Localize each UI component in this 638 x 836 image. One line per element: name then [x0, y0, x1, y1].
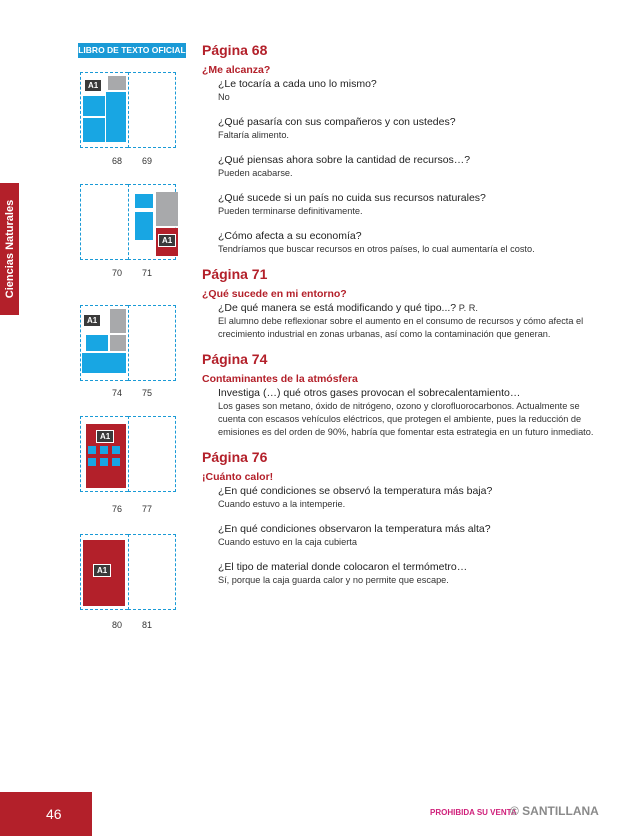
- thumb-page-right: [128, 416, 176, 492]
- thumb-block: [83, 118, 105, 142]
- thumb-block: [156, 192, 178, 226]
- page-number-right: 77: [142, 504, 153, 514]
- thumbnail-70-71[interactable]: [80, 184, 180, 260]
- page-number-right: 71: [142, 268, 153, 278]
- thumb-block: [82, 353, 126, 373]
- thumbnail-80-81[interactable]: [80, 534, 180, 610]
- thumb-page-right: [128, 72, 176, 148]
- thumb-block: [88, 446, 96, 454]
- thumb-page-right: [128, 305, 176, 381]
- answer: Faltaría alimento.: [218, 130, 289, 140]
- page-number-right: 75: [142, 388, 153, 398]
- answer: Pueden terminarse definitivamente.: [218, 206, 363, 216]
- section-title: Página 74: [202, 351, 268, 367]
- section-subtitle: ¡Cuánto calor!: [202, 471, 274, 483]
- answer: No: [218, 92, 230, 102]
- thumbnail-74-75[interactable]: [80, 305, 180, 381]
- page-number-right: 69: [142, 156, 153, 166]
- question: ¿En qué condiciones observaron la temperatura más alta?: [218, 523, 491, 535]
- question-text: ¿De qué manera se está modificando y qué tipo...?: [218, 302, 457, 314]
- thumb-block: [106, 92, 126, 142]
- thumb-block: [100, 458, 108, 466]
- question: ¿El tipo de material donde colocaron el termómetro…: [218, 561, 468, 573]
- thumb-block: [108, 76, 126, 90]
- thumb-page-left: [80, 184, 128, 260]
- a1-tag: A1: [158, 234, 176, 247]
- a1-tag: A1: [93, 564, 111, 577]
- a1-tag: A1: [96, 430, 114, 443]
- question: ¿Cómo afecta a su economía?: [218, 230, 362, 242]
- page-number-block: [0, 792, 92, 836]
- answer: Tendríamos que buscar recursos en otros países, lo cual aumentaría el costo.: [218, 244, 535, 254]
- not-for-sale-label: PROHIBIDA SU VENTA: [430, 808, 517, 817]
- thumb-block: [110, 309, 126, 333]
- answer: Cuando estuvo en la caja cubierta: [218, 537, 357, 547]
- section-title: Página 68: [202, 42, 268, 58]
- page-number-right: 81: [142, 620, 153, 630]
- thumbnail-76-77[interactable]: [80, 416, 180, 492]
- question: ¿En qué condiciones se observó la temperatura más baja?: [218, 485, 493, 497]
- a1-tag: A1: [84, 79, 102, 92]
- section-title: Página 76: [202, 449, 268, 465]
- answer-content: [202, 42, 602, 593]
- question: [218, 302, 602, 314]
- thumb-block: [88, 458, 96, 466]
- section-title: Página 71: [202, 266, 268, 282]
- question: Investiga (…) qué otros gases provocan el sobrecalentamiento…: [218, 387, 521, 399]
- page-number-left: 80: [112, 620, 123, 630]
- section-subtitle: ¿Me alcanza?: [202, 64, 271, 76]
- side-tab-label: Ciencias Naturales: [3, 199, 16, 299]
- section-subtitle: Contaminantes de la atmósfera: [202, 373, 358, 385]
- thumb-block: [135, 212, 153, 240]
- page-number-left: 76: [112, 504, 123, 514]
- page-number: 46: [46, 806, 62, 822]
- thumb-block: [83, 96, 105, 116]
- section-subtitle: ¿Qué sucede en mi entorno?: [202, 288, 347, 300]
- question: ¿Le tocaría a cada uno lo mismo?: [218, 78, 377, 90]
- thumb-block: [110, 335, 126, 351]
- page-number-left: 68: [112, 156, 123, 166]
- a1-tag: A1: [83, 314, 101, 327]
- thumb-block: [112, 458, 120, 466]
- side-tab: [0, 183, 19, 315]
- answer: El alumno debe reflexionar sobre el aumento en el consumo de recursos y cómo afecta el crecimiento industrial en zonas urbanas, así como la contaminación que generan.: [218, 316, 584, 339]
- answer: Los gases son metano, óxido de nitrógeno, ozono y clorofluorocarbonos. Actualmente se cuenta con escasos vehículos eléctricos, que protegen el ambiente, pues la reducción de emisiones es del orden de 90%, habría que fomentar esta estrategia en un futuro inmediato.: [218, 401, 594, 437]
- thumb-block: [100, 446, 108, 454]
- answer: Sí, porque la caja guarda calor y no permite que escape.: [218, 575, 449, 585]
- answer: Cuando estuvo a la intemperie.: [218, 499, 346, 509]
- thumb-block: [135, 194, 153, 208]
- official-textbook-badge: LIBRO DE TEXTO OFICIAL: [78, 43, 186, 58]
- thumbnail-68-69[interactable]: [80, 72, 180, 148]
- thumb-block: [86, 335, 108, 351]
- answer: Pueden acabarse.: [218, 168, 293, 178]
- question-suffix: P. R.: [456, 303, 478, 313]
- thumb-block: [112, 446, 120, 454]
- question: ¿Qué piensas ahora sobre la cantidad de recursos…?: [218, 154, 471, 166]
- thumb-page-right: [128, 534, 176, 610]
- page-number-left: 70: [112, 268, 123, 278]
- question: ¿Qué sucede si un país no cuida sus recursos naturales?: [218, 192, 486, 204]
- page-number-left: 74: [112, 388, 123, 398]
- publisher-logo: © SANTILLANA: [510, 804, 599, 818]
- question: ¿Qué pasaría con sus compañeros y con ustedes?: [218, 116, 456, 128]
